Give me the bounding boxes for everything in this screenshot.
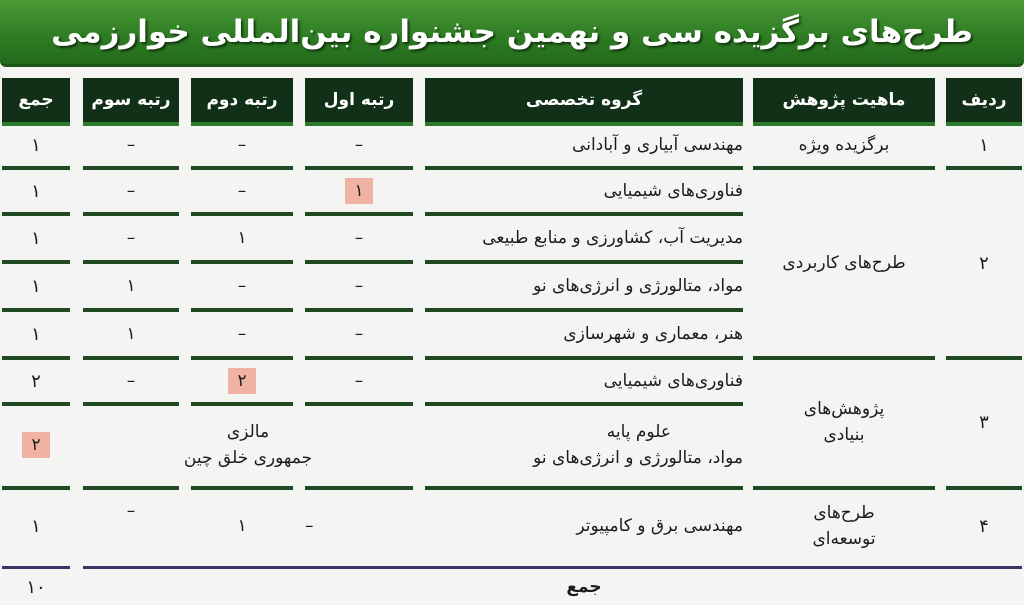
highlight-badge: ۲ [22, 432, 49, 458]
footer-rule [83, 566, 1022, 569]
rank1-cell [305, 170, 413, 212]
row-divider [2, 308, 70, 312]
rank1-cell: – [354, 324, 364, 344]
row-divider [2, 486, 70, 490]
row-number: ۳ [979, 411, 989, 433]
total-cell: ۱ [31, 275, 41, 297]
row-divider [2, 166, 70, 170]
nature-cell [753, 490, 935, 562]
total-cell: ۱ [31, 515, 41, 537]
rank3-cell: ۱ [126, 276, 136, 296]
row-number: ۴ [979, 515, 989, 537]
group-line: علوم پایه [606, 422, 671, 442]
row-divider [191, 166, 293, 170]
row-divider [425, 212, 743, 216]
row-divider [191, 356, 293, 360]
row-divider [753, 486, 935, 490]
footer-label: جمع [566, 577, 602, 597]
rank2-cell: – [237, 135, 247, 155]
row-number: ۲ [979, 252, 989, 274]
rank1-cell: – [354, 276, 364, 296]
row-divider [305, 260, 413, 264]
row-divider [83, 486, 179, 490]
row-number: ۱ [979, 134, 989, 156]
rank2-cell: – [237, 276, 247, 296]
header-total: جمع [2, 78, 70, 126]
row-divider [305, 486, 413, 490]
total-cell: ۱ [31, 180, 41, 202]
nature-cell: طرح‌های کاربردی [782, 253, 906, 273]
row-divider [305, 212, 413, 216]
group-cell [425, 406, 753, 484]
rank2-cell [191, 360, 293, 402]
country-line: مالزی [226, 422, 270, 442]
rank2-cell: – [237, 181, 247, 201]
nature-line: توسعه‌ای [812, 529, 876, 549]
rank3-cell: – [126, 228, 136, 248]
total-cell: ۱ [31, 323, 41, 345]
rank1-cell: – [354, 135, 364, 155]
nature-line: طرح‌های [813, 503, 875, 523]
nature-line: بنیادی [823, 425, 865, 445]
header-rank3: رتبه سوم [83, 78, 179, 126]
row-divider [946, 166, 1022, 170]
rank3-cell: – [126, 501, 136, 521]
group-cell: فناوری‌های شیمیایی [603, 371, 743, 391]
rank1-cell: – [354, 228, 364, 248]
row-divider [425, 356, 743, 360]
row-divider [2, 260, 70, 264]
row-divider [305, 308, 413, 312]
total-cell [2, 406, 70, 484]
rank3-cell: – [126, 135, 136, 155]
nature-cell [753, 360, 935, 484]
rank2-cell: – [237, 324, 247, 344]
nature-line: پژوهش‌های [803, 399, 885, 419]
rank3-cell: ۱ [126, 324, 136, 344]
row-divider [425, 260, 743, 264]
row-divider [191, 486, 293, 490]
row-divider [425, 402, 743, 406]
group-cell: مدیریت آب، کشاورزی و منابع طبیعی [482, 228, 743, 248]
row-divider [425, 308, 743, 312]
international-cell [83, 406, 413, 484]
row-divider [753, 356, 935, 360]
rank2-cell: ۱ [237, 228, 247, 248]
group-cell: مهندسی آبیاری و آبادانی [572, 135, 743, 155]
row-divider [83, 402, 179, 406]
row-divider [191, 308, 293, 312]
header-rank2: رتبه دوم [191, 78, 293, 126]
row-divider [83, 260, 179, 264]
highlight-badge: ۱ [345, 178, 372, 204]
rank3-cell: – [126, 181, 136, 201]
footer-total: ۱۰ [26, 576, 46, 598]
rank1-cell: – [305, 516, 314, 536]
row-divider [305, 166, 413, 170]
row-divider [946, 356, 1022, 360]
row-divider [753, 166, 935, 170]
row-divider [83, 212, 179, 216]
row-divider [2, 402, 70, 406]
row-divider [946, 486, 1022, 490]
header-row-no: ردیف [946, 78, 1022, 126]
row-divider [305, 402, 413, 406]
row-divider [425, 166, 743, 170]
highlight-badge: ۲ [228, 368, 255, 394]
rank2-cell: ۱ [237, 516, 247, 536]
total-cell: ۱ [31, 227, 41, 249]
row-divider [83, 308, 179, 312]
group-cell: فناوری‌های شیمیایی [603, 181, 743, 201]
nature-cell: برگزیده ویژه [798, 135, 890, 155]
row-divider [2, 356, 70, 360]
row-divider [191, 212, 293, 216]
row-divider [83, 166, 179, 170]
group-cell: مهندسی برق و کامپیوتر [576, 516, 743, 536]
header-group: گروه تخصصی [425, 78, 743, 126]
rank1-cell: – [354, 371, 364, 391]
total-cell: ۲ [31, 370, 41, 392]
header-nature: ماهیت پژوهش [753, 78, 935, 126]
group-cell: هنر، معماری و شهرسازی [563, 324, 743, 344]
rank3-cell: – [126, 371, 136, 391]
group-cell: مواد، متالورژی و انرژی‌های نو [533, 276, 743, 296]
country-line: جمهوری خلق چین [183, 448, 313, 468]
row-divider [191, 402, 293, 406]
page-title: طرح‌های برگزیده سی و نهمین جشنواره بین‌المللی خوارزمی [51, 14, 973, 50]
row-divider [191, 260, 293, 264]
header-rank1: رتبه اول [305, 78, 413, 126]
row-divider [425, 486, 743, 490]
total-cell: ۱ [31, 134, 41, 156]
row-divider [305, 356, 413, 360]
title-banner [0, 0, 1024, 67]
row-divider [2, 212, 70, 216]
footer-rule [2, 566, 70, 569]
row-divider [83, 356, 179, 360]
group-line: مواد، متالورژی و انرژی‌های نو [533, 448, 743, 468]
